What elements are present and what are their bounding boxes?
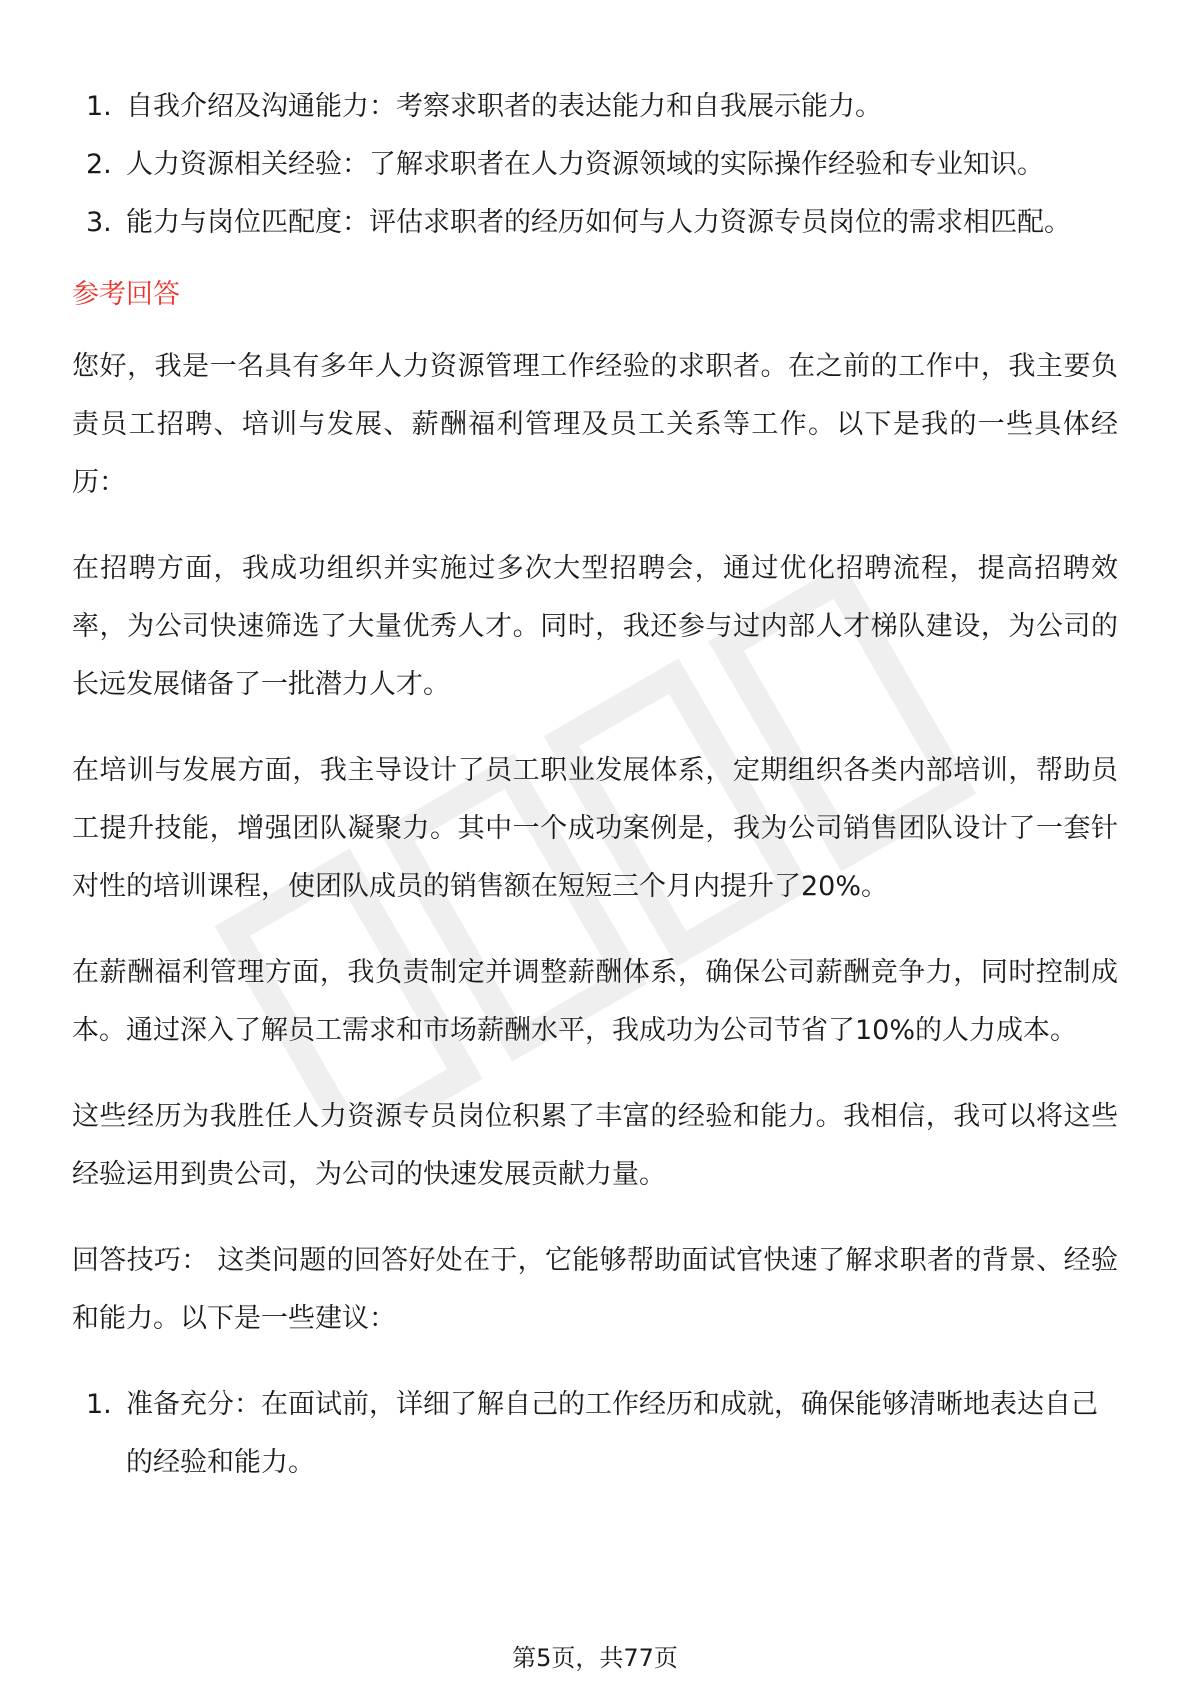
paragraph: 在招聘方面，我成功组织并实施过多次大型招聘会，通过优化招聘流程，提高招聘效率，为公司快速筛选了大量优秀人才。同时，我还参与过内部人才梯队建设，为公司的长远发展储备了一批潜力人才。 [72,553,1118,700]
paragraph: 您好，我是一名具有多年人力资源管理工作经验的求职者。在之前的工作中，我主要负责员工招聘、培训与发展、薪酬福利管理及员工关系等工作。以下是我的一些具体经历： [72,351,1118,498]
list-text: 能力与岗位匹配度：评估求职者的经历如何与人力资源专员岗位的需求相匹配。 [126,207,1071,238]
tips-list [72,1376,1118,1492]
list-item [72,136,1118,194]
list-item [72,78,1118,136]
paragraph: 这些经历为我胜任人力资源专员岗位积累了丰富的经验和能力。我相信，我可以将这些经验运用到贵公司，为公司的快速发展贡献力量。 [72,1101,1118,1190]
list-number: 1. [86,91,112,122]
page-number: 第5页，共77页 [512,1644,678,1672]
paragraph: 在薪酬福利管理方面，我负责制定并调整薪酬体系，确保公司薪酬竞争力，同时控制成本。通过深入了解员工需求和市场薪酬水平，我成功为公司节省了10%的人力成本。 [72,957,1118,1046]
list-item [72,194,1118,252]
list-number: 1. [86,1389,112,1420]
list-number: 2. [86,149,112,180]
list-text: 人力资源相关经验：了解求职者在人力资源领域的实际操作经验和专业知识。 [126,149,1044,180]
paragraph: 回答技巧： 这类问题的回答好处在于，它能够帮助面试官快速了解求职者的背景、经验和能力。以下是一些建议： [72,1245,1118,1334]
intro-list [72,78,1118,252]
list-item [72,1376,1118,1492]
list-number: 3. [86,207,112,238]
list-text: 自我介绍及沟通能力：考察求职者的表达能力和自我展示能力。 [126,91,882,122]
list-text: 准备充分：在面试前，详细了解自己的工作经历和成就，确保能够清晰地表达自己的经验和能力。 [126,1389,1098,1478]
paragraph: 在培训与发展方面，我主导设计了员工职业发展体系，定期组织各类内部培训，帮助员工提升技能，增强团队凝聚力。其中一个成功案例是，我为公司销售团队设计了一套针对性的培训课程，使团队成员的销售额在短短三个月内提升了20%。 [72,755,1118,902]
reference-answer-heading: 参考回答 [72,279,180,310]
main-content [72,78,1118,1492]
